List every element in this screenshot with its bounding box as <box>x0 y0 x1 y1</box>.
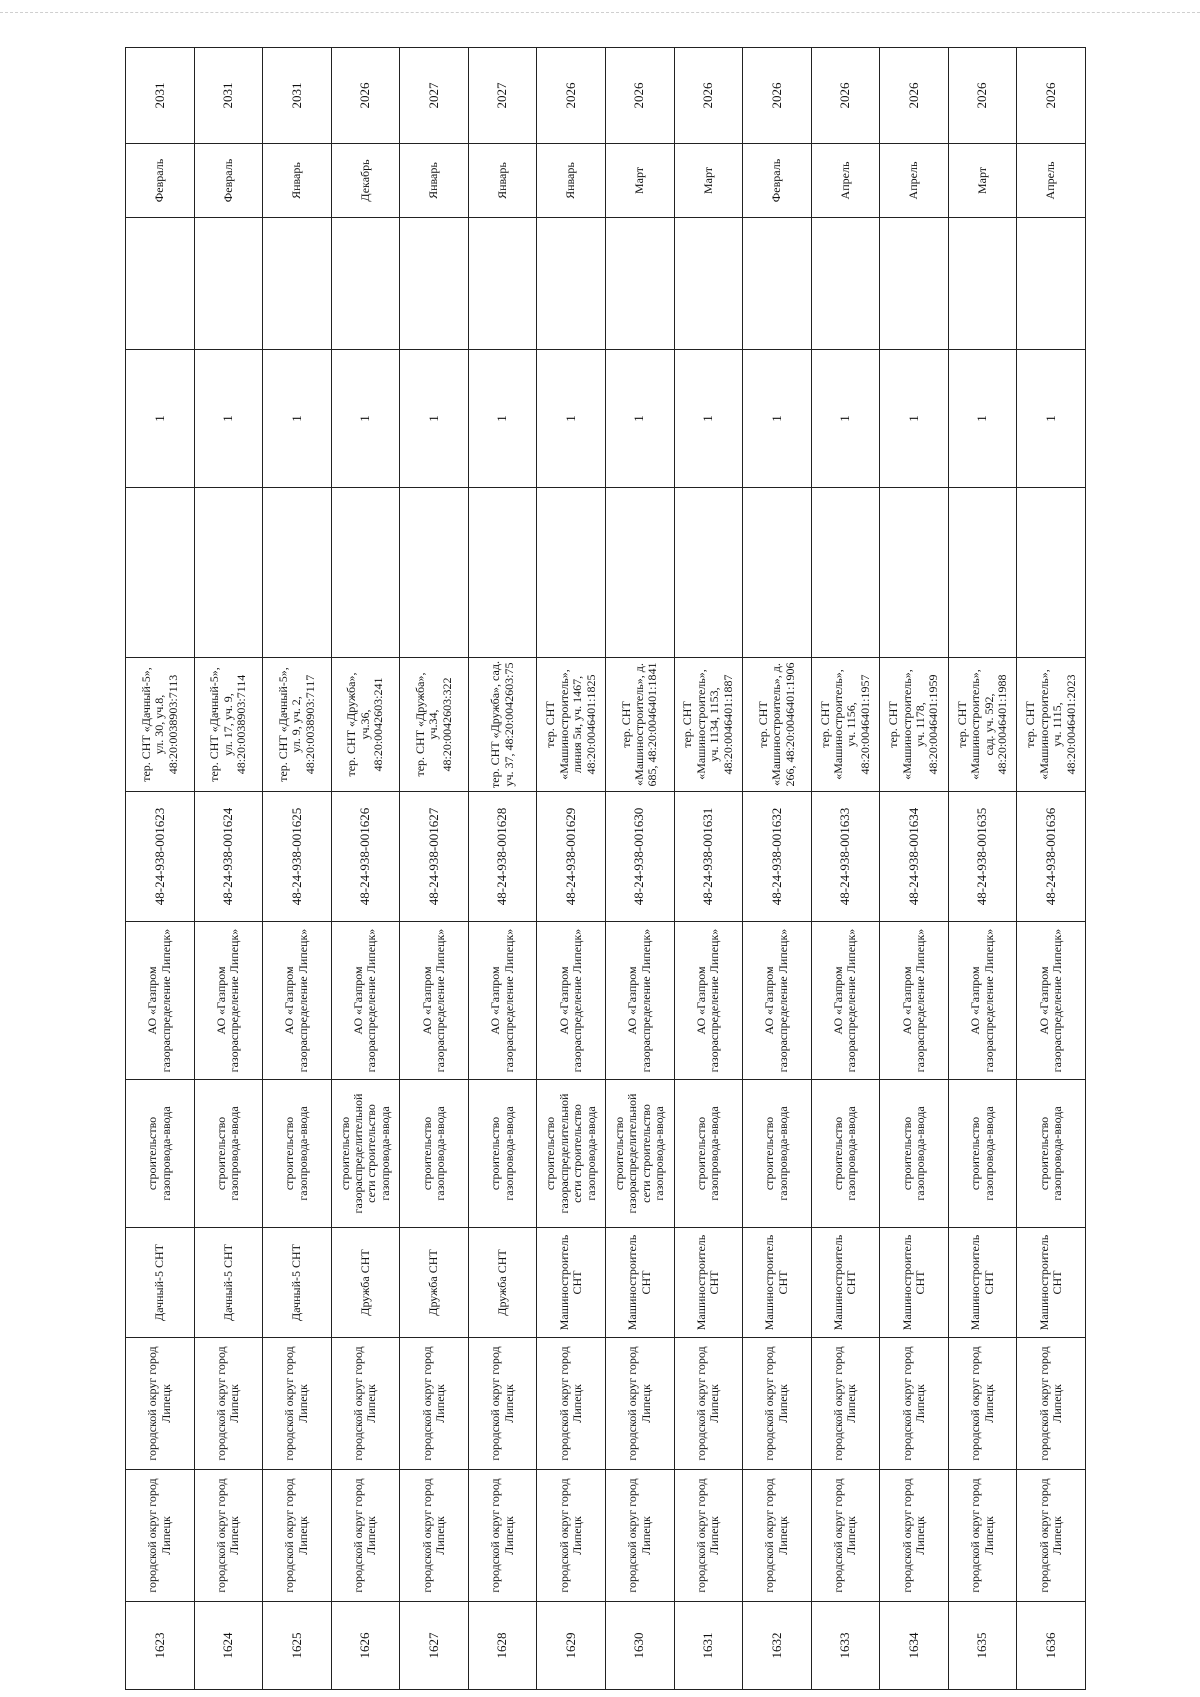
table-row <box>1017 48 1086 1690</box>
object-code-cell: 48-24-938-001623 <box>126 792 195 922</box>
organization-cell: АО «Газпром газораспределение Липецк» <box>331 922 400 1080</box>
year-cell: 2026 <box>331 48 400 144</box>
object-code-cell: 48-24-938-001635 <box>948 792 1017 922</box>
month-cell: Март <box>948 144 1017 218</box>
place-cell: городской округ город Липецк <box>194 1338 263 1470</box>
address-cell: тер. СНТ «Дружба», уч.36, 48:20:0042603:241 <box>331 658 400 792</box>
address-cell: тер. СНТ «Машиностроитель», линия 5и, уч. 1467, 48:20:0046401:1825 <box>537 658 606 792</box>
month-cell: Февраль <box>126 144 195 218</box>
object-code-cell: 48-24-938-001633 <box>811 792 880 922</box>
year-cell: 2031 <box>126 48 195 144</box>
work-type-cell: строительство газопровода-ввода <box>674 1080 743 1228</box>
note-cell <box>468 218 537 350</box>
okrug-cell: городской округ город Липецк <box>263 1470 332 1602</box>
work-type-cell: строительство газопровода-ввода <box>1017 1080 1086 1228</box>
note-cell <box>537 218 606 350</box>
extra-cell <box>468 488 537 658</box>
count-cell: 1 <box>811 350 880 488</box>
count-cell: 1 <box>1017 350 1086 488</box>
note-cell <box>331 218 400 350</box>
table-row <box>537 48 606 1690</box>
extra-cell <box>126 488 195 658</box>
place-cell: городской округ город Липецк <box>1017 1338 1086 1470</box>
okrug-cell: городской округ город Липецк <box>331 1470 400 1602</box>
table-row <box>674 48 743 1690</box>
count-cell: 1 <box>468 350 537 488</box>
organization-cell: АО «Газпром газораспределение Липецк» <box>605 922 674 1080</box>
note-cell <box>880 218 949 350</box>
month-cell: Январь <box>537 144 606 218</box>
row-number-cell: 1632 <box>743 1602 812 1690</box>
count-cell: 1 <box>743 350 812 488</box>
okrug-cell: городской округ город Липецк <box>811 1470 880 1602</box>
work-type-cell: строительство газопровода-ввода <box>743 1080 812 1228</box>
note-cell <box>605 218 674 350</box>
snt-cell: Машиностроитель СНТ <box>880 1228 949 1338</box>
organization-cell: АО «Газпром газораспределение Липецк» <box>537 922 606 1080</box>
count-cell: 1 <box>331 350 400 488</box>
snt-cell: Машиностроитель СНТ <box>1017 1228 1086 1338</box>
okrug-cell: городской округ город Липецк <box>674 1470 743 1602</box>
object-code-cell: 48-24-938-001630 <box>605 792 674 922</box>
organization-cell: АО «Газпром газораспределение Липецк» <box>743 922 812 1080</box>
month-cell: Апрель <box>811 144 880 218</box>
work-type-cell: строительство газопровода-ввода <box>400 1080 469 1228</box>
address-cell: тер. СНТ «Машиностроитель», уч. 1178, 48:20:0046401:1959 <box>880 658 949 792</box>
object-code-cell: 48-24-938-001625 <box>263 792 332 922</box>
row-number-cell: 1633 <box>811 1602 880 1690</box>
snt-cell: Дачный-5 СНТ <box>263 1228 332 1338</box>
row-number-cell: 1624 <box>194 1602 263 1690</box>
count-cell: 1 <box>126 350 195 488</box>
object-code-cell: 48-24-938-001628 <box>468 792 537 922</box>
place-cell: городской округ город Липецк <box>743 1338 812 1470</box>
table-body <box>126 48 1086 1690</box>
note-cell <box>263 218 332 350</box>
address-cell: тер. СНТ «Дачный-5», ул. 17, уч. 9, 48:20:0038903:7114 <box>194 658 263 792</box>
count-cell: 1 <box>263 350 332 488</box>
table-row <box>605 48 674 1690</box>
table-row <box>743 48 812 1690</box>
row-number-cell: 1626 <box>331 1602 400 1690</box>
organization-cell: АО «Газпром газораспределение Липецк» <box>674 922 743 1080</box>
okrug-cell: городской округ город Липецк <box>743 1470 812 1602</box>
okrug-cell: городской округ город Липецк <box>948 1470 1017 1602</box>
month-cell: Январь <box>263 144 332 218</box>
count-cell: 1 <box>400 350 469 488</box>
extra-cell <box>400 488 469 658</box>
table-row <box>331 48 400 1690</box>
year-cell: 2026 <box>605 48 674 144</box>
work-type-cell: строительство газопровода-ввода <box>126 1080 195 1228</box>
note-cell <box>400 218 469 350</box>
table-row <box>948 48 1017 1690</box>
note-cell <box>1017 218 1086 350</box>
okrug-cell: городской округ город Липецк <box>126 1470 195 1602</box>
address-cell: тер. СНТ «Машиностроитель», уч. 1115, 48:20:0046401:2023 <box>1017 658 1086 792</box>
snt-cell: Машиностроитель СНТ <box>674 1228 743 1338</box>
extra-cell <box>948 488 1017 658</box>
work-type-cell: строительство газопровода-ввода <box>468 1080 537 1228</box>
row-number-cell: 1625 <box>263 1602 332 1690</box>
row-number-cell: 1623 <box>126 1602 195 1690</box>
extra-cell <box>263 488 332 658</box>
count-cell: 1 <box>194 350 263 488</box>
place-cell: городской округ город Липецк <box>880 1338 949 1470</box>
snt-cell: Дружба СНТ <box>400 1228 469 1338</box>
snt-cell: Машиностроитель СНТ <box>948 1228 1017 1338</box>
year-cell: 2026 <box>743 48 812 144</box>
place-cell: городской округ город Липецк <box>263 1338 332 1470</box>
year-cell: 2031 <box>194 48 263 144</box>
organization-cell: АО «Газпром газораспределение Липецк» <box>400 922 469 1080</box>
snt-cell: Дружба СНТ <box>468 1228 537 1338</box>
organization-cell: АО «Газпром газораспределение Липецк» <box>880 922 949 1080</box>
snt-cell: Машиностроитель СНТ <box>811 1228 880 1338</box>
row-number-cell: 1628 <box>468 1602 537 1690</box>
address-cell: тер. СНТ «Дружба», сад. уч. 37, 48:20:0042603:75 <box>468 658 537 792</box>
organization-cell: АО «Газпром газораспределение Липецк» <box>194 922 263 1080</box>
count-cell: 1 <box>537 350 606 488</box>
snt-cell: Дачный-5 СНТ <box>194 1228 263 1338</box>
object-code-cell: 48-24-938-001636 <box>1017 792 1086 922</box>
object-code-cell: 48-24-938-001631 <box>674 792 743 922</box>
row-number-cell: 1629 <box>537 1602 606 1690</box>
extra-cell <box>194 488 263 658</box>
snt-cell: Машиностроитель СНТ <box>743 1228 812 1338</box>
organization-cell: АО «Газпром газораспределение Липецк» <box>126 922 195 1080</box>
row-number-cell: 1634 <box>880 1602 949 1690</box>
address-cell: тер. СНТ «Машиностроитель», уч. 1156, 48:20:0046401:1957 <box>811 658 880 792</box>
address-cell: тер. СНТ «Машиностроитель», уч. 1134, 1153, 48:20:0046401:1887 <box>674 658 743 792</box>
place-cell: городской округ город Липецк <box>331 1338 400 1470</box>
organization-cell: АО «Газпром газораспределение Липецк» <box>1017 922 1086 1080</box>
address-cell: тер. СНТ «Дачный-5», ул. 30, уч.8, 48:20:0038903:7113 <box>126 658 195 792</box>
table-row <box>400 48 469 1690</box>
work-type-cell: строительство газораспределительной сети строительство газопровода-ввода <box>537 1080 606 1228</box>
snt-cell: Машиностроитель СНТ <box>605 1228 674 1338</box>
year-cell: 2031 <box>263 48 332 144</box>
place-cell: городской округ город Липецк <box>537 1338 606 1470</box>
object-code-cell: 48-24-938-001634 <box>880 792 949 922</box>
work-type-cell: строительство газораспределительной сети строительство газопровода-ввода <box>605 1080 674 1228</box>
note-cell <box>948 218 1017 350</box>
snt-cell: Дачный-5 СНТ <box>126 1228 195 1338</box>
place-cell: городской округ город Липецк <box>468 1338 537 1470</box>
count-cell: 1 <box>605 350 674 488</box>
table-row <box>880 48 949 1690</box>
place-cell: городской округ город Липецк <box>126 1338 195 1470</box>
scan-edge <box>0 12 1200 13</box>
work-type-cell: строительство газопровода-ввода <box>948 1080 1017 1228</box>
note-cell <box>743 218 812 350</box>
place-cell: городской округ город Липецк <box>605 1338 674 1470</box>
count-cell: 1 <box>880 350 949 488</box>
month-cell: Март <box>674 144 743 218</box>
snt-cell: Дружба СНТ <box>331 1228 400 1338</box>
extra-cell <box>331 488 400 658</box>
object-code-cell: 48-24-938-001629 <box>537 792 606 922</box>
note-cell <box>126 218 195 350</box>
month-cell: Февраль <box>194 144 263 218</box>
okrug-cell: городской округ город Липецк <box>468 1470 537 1602</box>
address-cell: тер. СНТ «Машиностроитель», сад. уч. 592, 48:20:0046401:1988 <box>948 658 1017 792</box>
row-number-cell: 1627 <box>400 1602 469 1690</box>
extra-cell <box>880 488 949 658</box>
year-cell: 2026 <box>811 48 880 144</box>
year-cell: 2026 <box>1017 48 1086 144</box>
month-cell: Март <box>605 144 674 218</box>
month-cell: Апрель <box>1017 144 1086 218</box>
note-cell <box>674 218 743 350</box>
year-cell: 2026 <box>674 48 743 144</box>
year-cell: 2026 <box>948 48 1017 144</box>
organization-cell: АО «Газпром газораспределение Липецк» <box>263 922 332 1080</box>
month-cell: Декабрь <box>331 144 400 218</box>
table-row <box>811 48 880 1690</box>
table-row <box>468 48 537 1690</box>
place-cell: городской округ город Липецк <box>811 1338 880 1470</box>
okrug-cell: городской округ город Липецк <box>537 1470 606 1602</box>
month-cell: Январь <box>400 144 469 218</box>
extra-cell <box>537 488 606 658</box>
row-number-cell: 1631 <box>674 1602 743 1690</box>
row-number-cell: 1635 <box>948 1602 1017 1690</box>
extra-cell <box>743 488 812 658</box>
address-cell: тер. СНТ «Машиностроитель», д. 266, 48:20:0046401:1906 <box>743 658 812 792</box>
count-cell: 1 <box>674 350 743 488</box>
address-cell: тер. СНТ «Машиностроитель», д. 685, 48:20:0046401:1841 <box>605 658 674 792</box>
note-cell <box>194 218 263 350</box>
place-cell: городской округ город Липецк <box>948 1338 1017 1470</box>
year-cell: 2026 <box>537 48 606 144</box>
okrug-cell: городской округ город Липецк <box>400 1470 469 1602</box>
organization-cell: АО «Газпром газораспределение Липецк» <box>468 922 537 1080</box>
work-type-cell: строительство газопровода-ввода <box>194 1080 263 1228</box>
okrug-cell: городской округ город Липецк <box>880 1470 949 1602</box>
okrug-cell: городской округ город Липецк <box>1017 1470 1086 1602</box>
place-cell: городской округ город Липецк <box>400 1338 469 1470</box>
extra-cell <box>674 488 743 658</box>
place-cell: городской округ город Липецк <box>674 1338 743 1470</box>
object-code-cell: 48-24-938-001624 <box>194 792 263 922</box>
snt-cell: Машиностроитель СНТ <box>537 1228 606 1338</box>
okrug-cell: городской округ город Липецк <box>605 1470 674 1602</box>
object-code-cell: 48-24-938-001627 <box>400 792 469 922</box>
extra-cell <box>1017 488 1086 658</box>
gasification-table <box>125 47 1086 1690</box>
work-type-cell: строительство газопровода-ввода <box>811 1080 880 1228</box>
work-type-cell: строительство газопровода-ввода <box>880 1080 949 1228</box>
count-cell: 1 <box>948 350 1017 488</box>
row-number-cell: 1630 <box>605 1602 674 1690</box>
organization-cell: АО «Газпром газораспределение Липецк» <box>948 922 1017 1080</box>
extra-cell <box>811 488 880 658</box>
row-number-cell: 1636 <box>1017 1602 1086 1690</box>
okrug-cell: городской округ город Липецк <box>194 1470 263 1602</box>
object-code-cell: 48-24-938-001626 <box>331 792 400 922</box>
note-cell <box>811 218 880 350</box>
rotated-table-frame <box>125 82 1085 1690</box>
table-row <box>194 48 263 1690</box>
extra-cell <box>605 488 674 658</box>
year-cell: 2026 <box>880 48 949 144</box>
table-row <box>263 48 332 1690</box>
year-cell: 2027 <box>468 48 537 144</box>
table-row <box>126 48 195 1690</box>
month-cell: Апрель <box>880 144 949 218</box>
organization-cell: АО «Газпром газораспределение Липецк» <box>811 922 880 1080</box>
month-cell: Февраль <box>743 144 812 218</box>
address-cell: тер. СНТ «Дружба», уч.34, 48:20:0042603:322 <box>400 658 469 792</box>
work-type-cell: строительство газопровода-ввода <box>263 1080 332 1228</box>
object-code-cell: 48-24-938-001632 <box>743 792 812 922</box>
year-cell: 2027 <box>400 48 469 144</box>
work-type-cell: строительство газораспределительной сети строительство газопровода-ввода <box>331 1080 400 1228</box>
address-cell: тер. СНТ «Дачный-5», ул. 9, уч. 2, 48:20:0038903:7117 <box>263 658 332 792</box>
month-cell: Январь <box>468 144 537 218</box>
